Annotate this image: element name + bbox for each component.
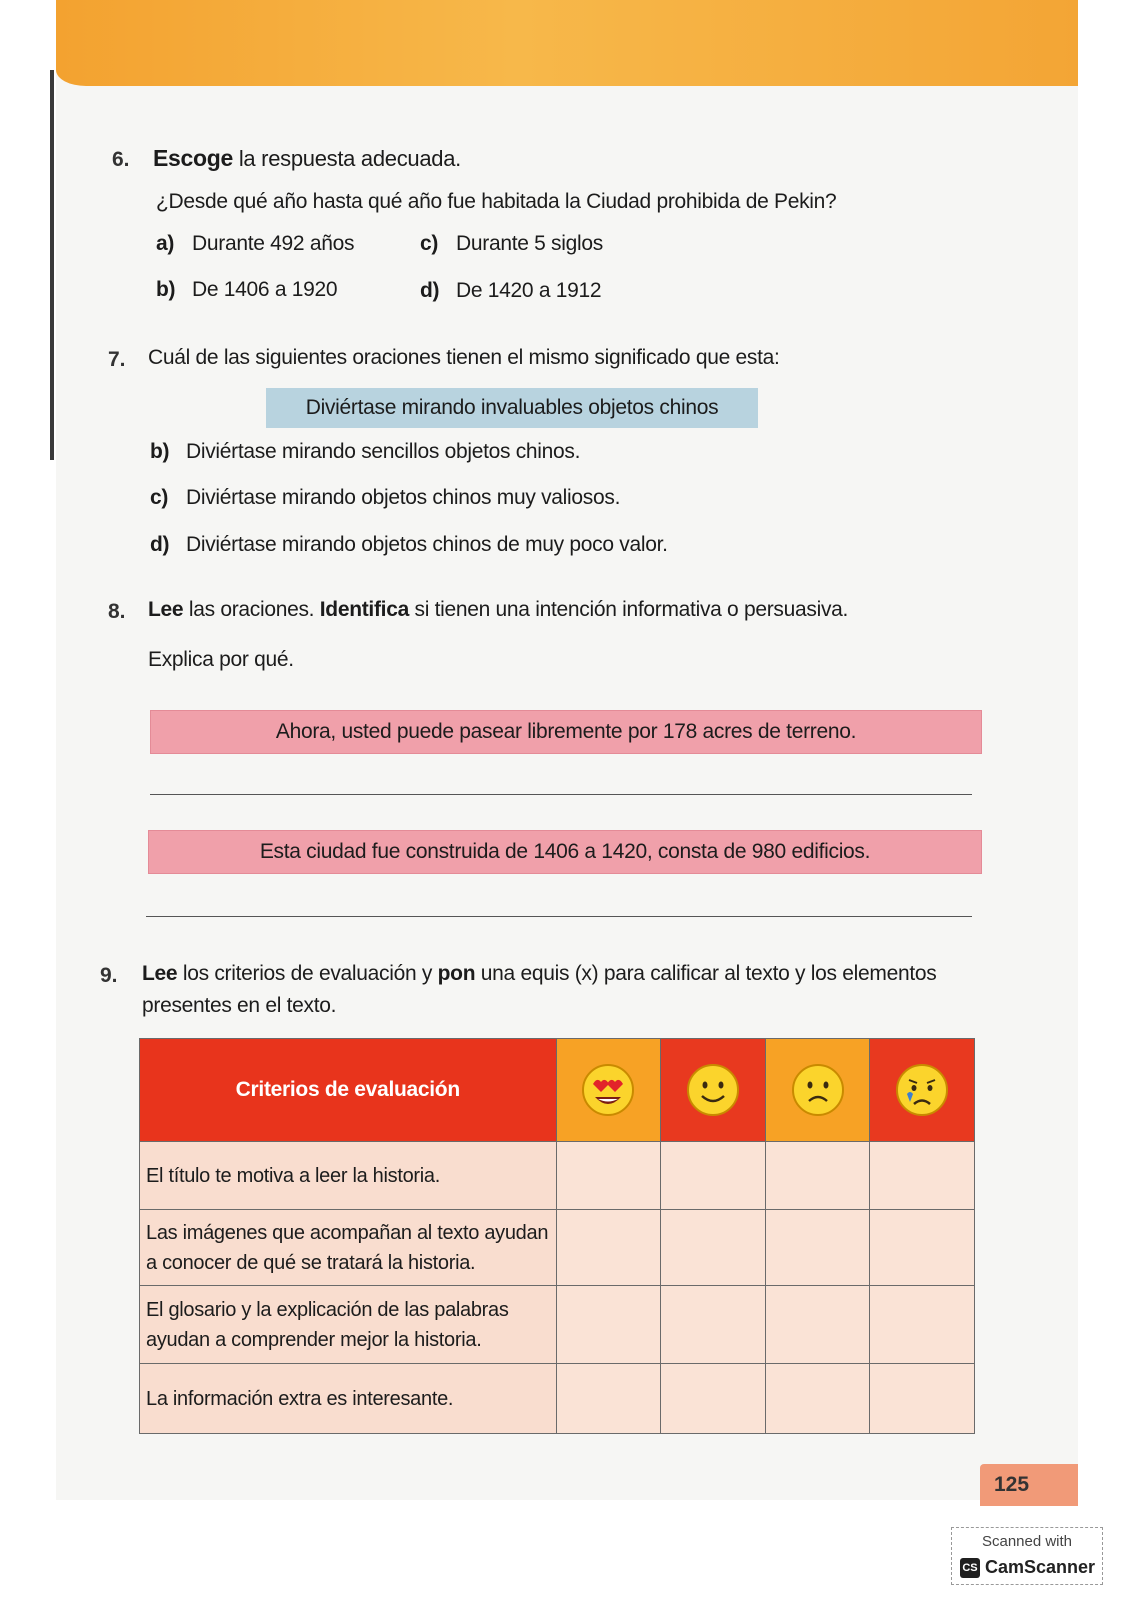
heart-eyes-face-icon — [580, 1062, 636, 1118]
option-letter: d) — [150, 533, 170, 556]
q6-option-c[interactable] — [420, 232, 603, 256]
q7-question: Cuál de las siguientes oraciones tienen el mismo significado que esta: — [148, 346, 780, 369]
q9-pon: pon — [437, 962, 476, 985]
column-sad — [765, 1039, 870, 1142]
evaluation-table — [139, 1038, 975, 1434]
binding-edge — [50, 70, 54, 460]
q6-number: 6. — [112, 148, 130, 171]
q8-answer-line-2[interactable] — [146, 916, 972, 917]
q6-option-b[interactable] — [156, 278, 337, 302]
q6-option-a[interactable] — [156, 232, 354, 256]
table-row — [140, 1142, 975, 1210]
q8-explica: Explica por qué. — [148, 648, 294, 671]
q6-question: ¿Desde qué año hasta qué año fue habitada la Ciudad prohibida de Pekin? — [156, 190, 837, 213]
criterion-line: La información extra es interesante. — [146, 1387, 454, 1410]
rating-cell[interactable] — [870, 1364, 975, 1434]
option-letter: b) — [150, 440, 170, 463]
rating-cell[interactable] — [765, 1364, 870, 1434]
table-row — [140, 1210, 975, 1286]
q9-part2: una equis (x) para calificar al texto y los elementos — [480, 962, 937, 985]
criterion-line: a conocer de qué se tratará la historia. — [146, 1251, 476, 1274]
rating-cell[interactable] — [870, 1142, 975, 1210]
q7-option-b[interactable] — [150, 440, 580, 464]
scanned-with-label: Scanned with — [981, 1533, 1073, 1550]
q7-option-d[interactable] — [150, 533, 668, 557]
page-number: 125 — [980, 1464, 1078, 1506]
camscanner-logo-icon: CS — [960, 1558, 980, 1578]
rating-cell[interactable] — [870, 1286, 975, 1364]
q9-number: 9. — [100, 964, 118, 987]
rating-cell[interactable] — [765, 1142, 870, 1210]
q8-instruction — [148, 596, 848, 624]
q6-option-d[interactable] — [420, 279, 601, 303]
rating-cell[interactable] — [661, 1364, 766, 1434]
option-text: Durante 5 siglos — [456, 232, 603, 255]
q8-part2: si tienen una intención informativa o persuasiva. — [414, 598, 849, 621]
camscanner-watermark — [951, 1527, 1103, 1585]
table-row — [140, 1286, 975, 1364]
option-letter: a) — [156, 232, 175, 255]
q6-instruction-rest: la respuesta adecuada. — [238, 146, 461, 171]
criterion-text — [140, 1210, 557, 1286]
rating-cell[interactable] — [765, 1210, 870, 1286]
criterion-line: El glosario y la explicación de las palabras — [146, 1298, 509, 1321]
option-text: Durante 492 años — [192, 232, 355, 255]
q7-option-c[interactable] — [150, 486, 620, 510]
option-text: Diviértase mirando objetos chinos de muy poco valor. — [186, 533, 668, 556]
crying-face-icon — [894, 1062, 950, 1118]
q9-part1: los criterios de evaluación y — [182, 962, 433, 985]
camscanner-brand: CamScanner — [985, 1557, 1096, 1577]
rating-cell[interactable] — [556, 1210, 661, 1286]
q8-part1: las oraciones. — [188, 598, 315, 621]
option-text: Diviértase mirando objetos chinos muy valiosos. — [186, 486, 621, 509]
q9-instruction-line2: presentes en el texto. — [142, 994, 337, 1017]
column-crying — [870, 1039, 975, 1142]
q8-sentence-2: Esta ciudad fue construida de 1406 a 1420, consta de 980 edificios. — [148, 830, 982, 874]
table-row — [140, 1364, 975, 1434]
q9-lee: Lee — [142, 962, 178, 985]
option-text: De 1406 a 1920 — [192, 278, 338, 301]
column-smiling — [661, 1039, 766, 1142]
rating-cell[interactable] — [765, 1286, 870, 1364]
q8-lee: Lee — [148, 598, 184, 621]
option-letter: c) — [420, 232, 439, 255]
q8-sentence-1: Ahora, usted puede pasear libremente por 178 acres de terreno. — [150, 710, 982, 754]
option-letter: b) — [156, 278, 176, 301]
sad-face-icon — [790, 1062, 846, 1118]
q6-instruction-verb: Escoge — [153, 145, 234, 171]
option-text: Diviértase mirando sencillos objetos chinos. — [186, 440, 581, 463]
q8-answer-line-1[interactable] — [150, 794, 972, 795]
rating-cell[interactable] — [870, 1210, 975, 1286]
rating-cell[interactable] — [556, 1142, 661, 1210]
column-heart-eyes — [556, 1039, 661, 1142]
criterion-line: ayudan a comprender mejor la historia. — [146, 1328, 482, 1351]
table-header-criteria: Criterios de evaluación — [140, 1039, 557, 1142]
criterion-line: Las imágenes que acompañan al texto ayudan — [146, 1221, 549, 1244]
q8-identifica: Identifica — [319, 598, 409, 621]
smiling-face-icon — [685, 1062, 741, 1118]
q8-number: 8. — [108, 600, 126, 623]
criterion-text — [140, 1142, 557, 1210]
q6-instruction — [153, 144, 461, 173]
q7-phrase-box: Diviértase mirando invaluables objetos chinos — [266, 388, 758, 428]
top-banner — [56, 0, 1078, 86]
rating-cell[interactable] — [661, 1210, 766, 1286]
rating-cell[interactable] — [556, 1364, 661, 1434]
criterion-text — [140, 1364, 557, 1434]
q9-instruction — [142, 960, 936, 988]
criterion-text — [140, 1286, 557, 1364]
criterion-line: El título te motiva a leer la historia. — [146, 1164, 440, 1187]
table-header-row — [140, 1039, 975, 1142]
option-text: De 1420 a 1912 — [456, 279, 602, 302]
rating-cell[interactable] — [661, 1142, 766, 1210]
rating-cell[interactable] — [661, 1286, 766, 1364]
option-letter: c) — [150, 486, 169, 509]
q7-number: 7. — [108, 348, 126, 371]
rating-cell[interactable] — [556, 1286, 661, 1364]
option-letter: d) — [420, 279, 440, 302]
